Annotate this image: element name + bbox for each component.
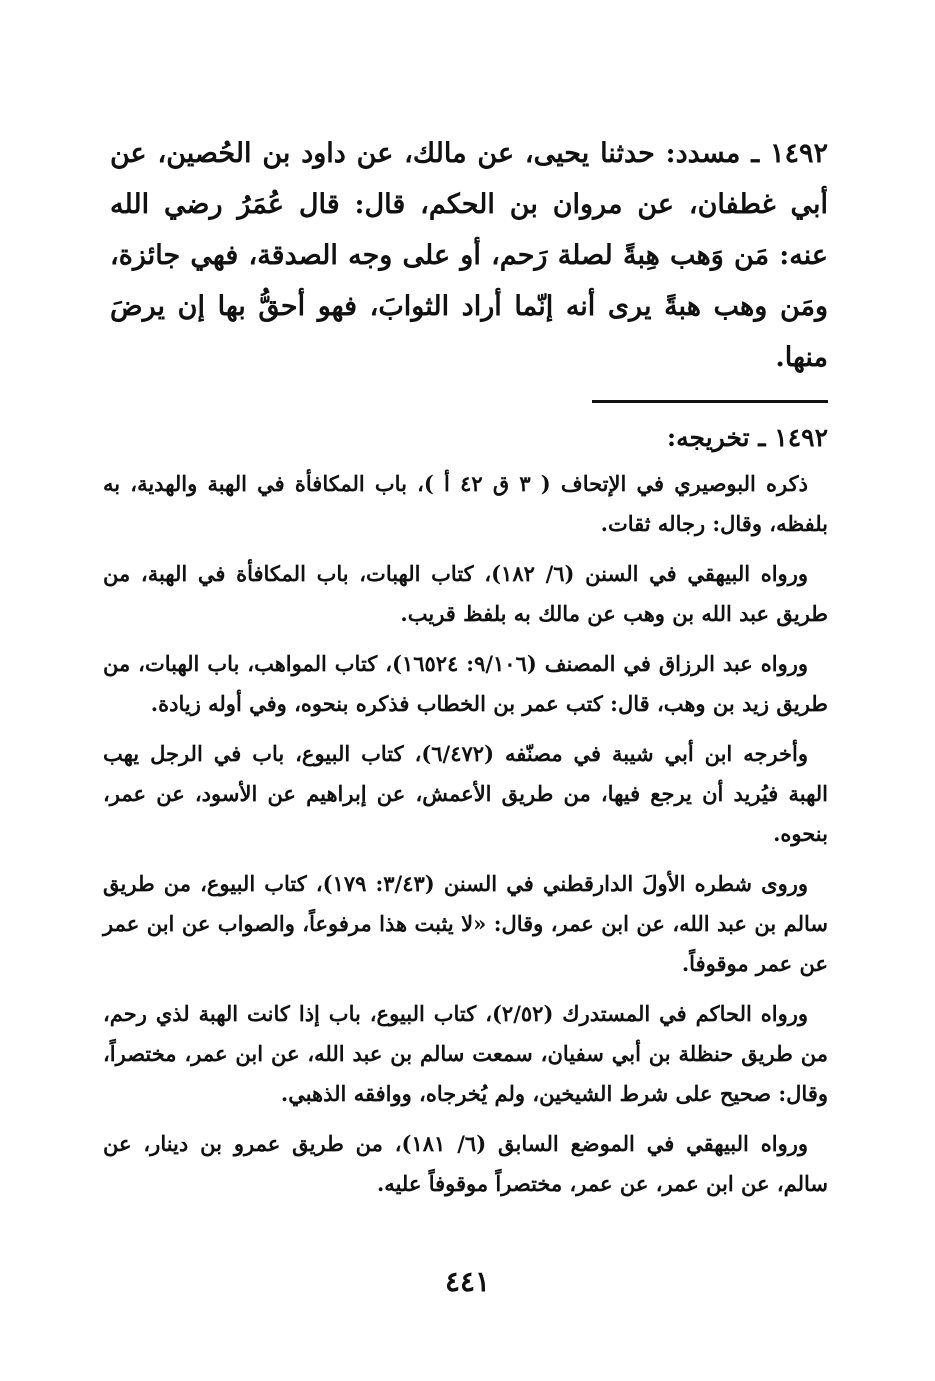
takhrij-notes [103, 464, 828, 1214]
takhrij-paragraph: ورواه الحاكم في المستدرك (٢/٥٢)، كتاب البيوع، باب إذا كانت الهبة لذي رحم، من طريق حنظلة بن أبي سفيان، سمعت سالم بن عبد الله، عن ابن عمر، مختصراً، وقال: صحيح على شرط الشيخين، ولم يُخرجاه، ووافقه الذهبي. [103, 1001, 828, 1106]
takhrij-paragraph: ورواه البيهقي في السنن (٦/ ١٨٢)، كتاب الهبات، باب المكافأة في الهبة، من طريق عبد الله بن وهب عن مالك به بلفظ قريب. [103, 561, 828, 626]
takhrij-paragraph: ورواه البيهقي في الموضع السابق (٦/ ١٨١)، من طريق عمرو بن دينار، عن سالم، عن ابن عمر، عن عمر، مختصراً موقوفاً عليه. [103, 1131, 828, 1196]
footnote-separator [592, 400, 828, 403]
takhrij-paragraph: ذكره البوصيري في الإتحاف ( ٣ ق ٤٢ أ )، باب المكافأة في الهبة والهدية، به بلفظه، وقال: رجاله ثقات. [103, 471, 828, 536]
takhrij-paragraph: وأخرجه ابن أبي شيبة في مصنّفه (٦/٤٧٢)، كتاب البيوع، باب في الرجل يهب الهبة فيُريد أن يرجع فيها، من طريق الأعمش، عن إبراهيم عن الأسود، عن عمر، بنحوه. [103, 741, 828, 846]
takhrij-paragraph: ورواه عبد الرزاق في المصنف (٩/١٠٦: ١٦٥٢٤)، كتاب المواهب، باب الهبات، من طريق زيد بن وهب، قال: كتب عمر بن الخطاب فذكره بنحوه، وفي أوله زيادة. [103, 651, 828, 716]
page-number: ٤٤١ [444, 1265, 491, 1298]
takhrij-heading: ١٤٩٢ ـ تخريجه: [666, 423, 828, 452]
hadith-text: ١٤٩٢ ـ مسدد: حدثنا يحيى، عن مالك، عن داود بن الحُصين، عن أبي غطفان، عن مروان بن الحكم، قال: قال عُمَرُ رضي الله عنه: مَن وَهب هِبةً لصلة رَحم، أو على وجه الصدقة، فهي جائزة، ومَن وهب هبةً يرى أنه إنّما أراد الثوابَ، فهو أحقُّ بها إن يرضَ منها. [110, 138, 828, 373]
takhrij-paragraph: وروى شطره الأولَ الدارقطني في السنن (٣/٤٣: ١٧٩)، كتاب البيوع، من طريق سالم بن عبد الله، عن ابن عمر، وقال: «لا يثبت هذا مرفوعاً، والصواب عن ابن عمر عن عمر موقوفاً. [103, 871, 828, 976]
